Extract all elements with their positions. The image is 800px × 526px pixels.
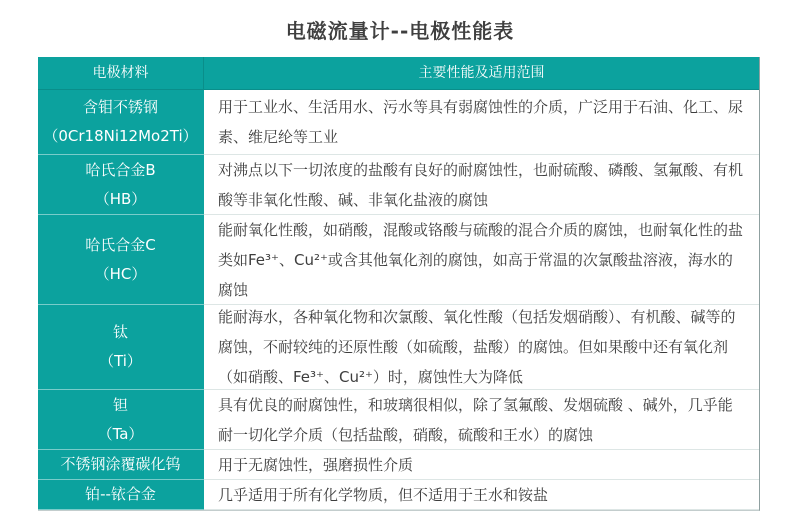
description-cell — [203, 155, 759, 215]
table-row — [38, 480, 759, 510]
material-name: 钛 — [112, 323, 128, 341]
electrode-performance-table — [38, 57, 760, 511]
material-name: 含钼不锈钢 — [82, 98, 158, 116]
material-description: 对沸点以下一切浓度的盐酸有良好的耐腐蚀性，也耐硫酸、磷酸、氢氟酸、有机酸等非氧化性酸、碱、非氧化盐液的腐蚀 — [218, 160, 744, 209]
material-description: 用于无腐蚀性，强磨损性介质 — [218, 455, 414, 474]
description-cell — [203, 480, 759, 510]
material-cell — [38, 215, 203, 305]
material-description: 能耐氧化性酸，如硝酸，混酸或铬酸与硫酸的混合介质的腐蚀，也耐氧化性的盐类如Fe³⁺、Cu²⁺或含其他氧化剂的腐蚀，如高于常温的次氯酸盐溶液，海水的腐蚀 — [218, 220, 744, 299]
description-cell — [203, 450, 759, 480]
material-formula: （HC） — [94, 264, 147, 283]
material-description: 具有优良的耐腐蚀性，和玻璃很相似，除了氢氟酸、发烟硫酸 、碱外，几乎能耐一切化学介质（包括盐酸，硝酸，硫酸和王水）的腐蚀 — [218, 395, 733, 444]
material-description: 能耐海水，各种氧化物和次氯酸、氧化性酸（包括发烟硝酸）、有机酸、碱等的腐蚀，不耐较纯的还原性酸（如硫酸，盐酸）的腐蚀。但如果酸中还有氧化剂（如硝酸、Fe³⁺、Cu²⁺）时，腐蚀性大为降低 — [218, 308, 736, 386]
material-description: 用于工业水、生活用水、污水等具有弱腐蚀性的介质，广泛用于石油、化工、尿素、维尼纶等工业 — [218, 98, 744, 146]
material-cell — [38, 90, 203, 155]
table-header-row — [38, 57, 759, 90]
table-row — [38, 90, 759, 155]
material-formula: （HB） — [94, 189, 147, 208]
material-name: 铂--铱合金 — [85, 485, 156, 503]
table-row — [38, 390, 759, 450]
material-name: 不锈钢涂覆碳化钨 — [60, 455, 181, 473]
material-cell — [38, 480, 203, 510]
material-cell — [38, 305, 203, 390]
material-formula: （Ta） — [97, 424, 144, 443]
material-description: 几乎适用于所有化学物质，但不适用于王水和铵盐 — [218, 485, 549, 504]
header-performance: 主要性能及适用范围 — [203, 57, 759, 90]
description-cell — [203, 305, 759, 390]
material-cell — [38, 155, 203, 215]
table-row — [38, 450, 759, 480]
material-name: 哈氏合金C — [85, 235, 156, 254]
table-row — [38, 155, 759, 215]
description-cell — [203, 215, 759, 305]
material-formula: （0Cr18Ni12Mo2Ti） — [43, 127, 198, 145]
table-row — [38, 305, 759, 390]
header-material: 电极材料 — [38, 57, 203, 90]
material-cell — [38, 450, 203, 480]
table-row — [38, 215, 759, 305]
description-cell — [203, 390, 759, 450]
material-formula: （Ti） — [99, 352, 142, 370]
material-name: 钽 — [112, 395, 128, 414]
material-name: 哈氏合金B — [85, 160, 156, 179]
material-cell — [38, 390, 203, 450]
description-cell — [203, 90, 759, 155]
page-title: 电磁流量计--电极性能表 — [285, 19, 515, 43]
